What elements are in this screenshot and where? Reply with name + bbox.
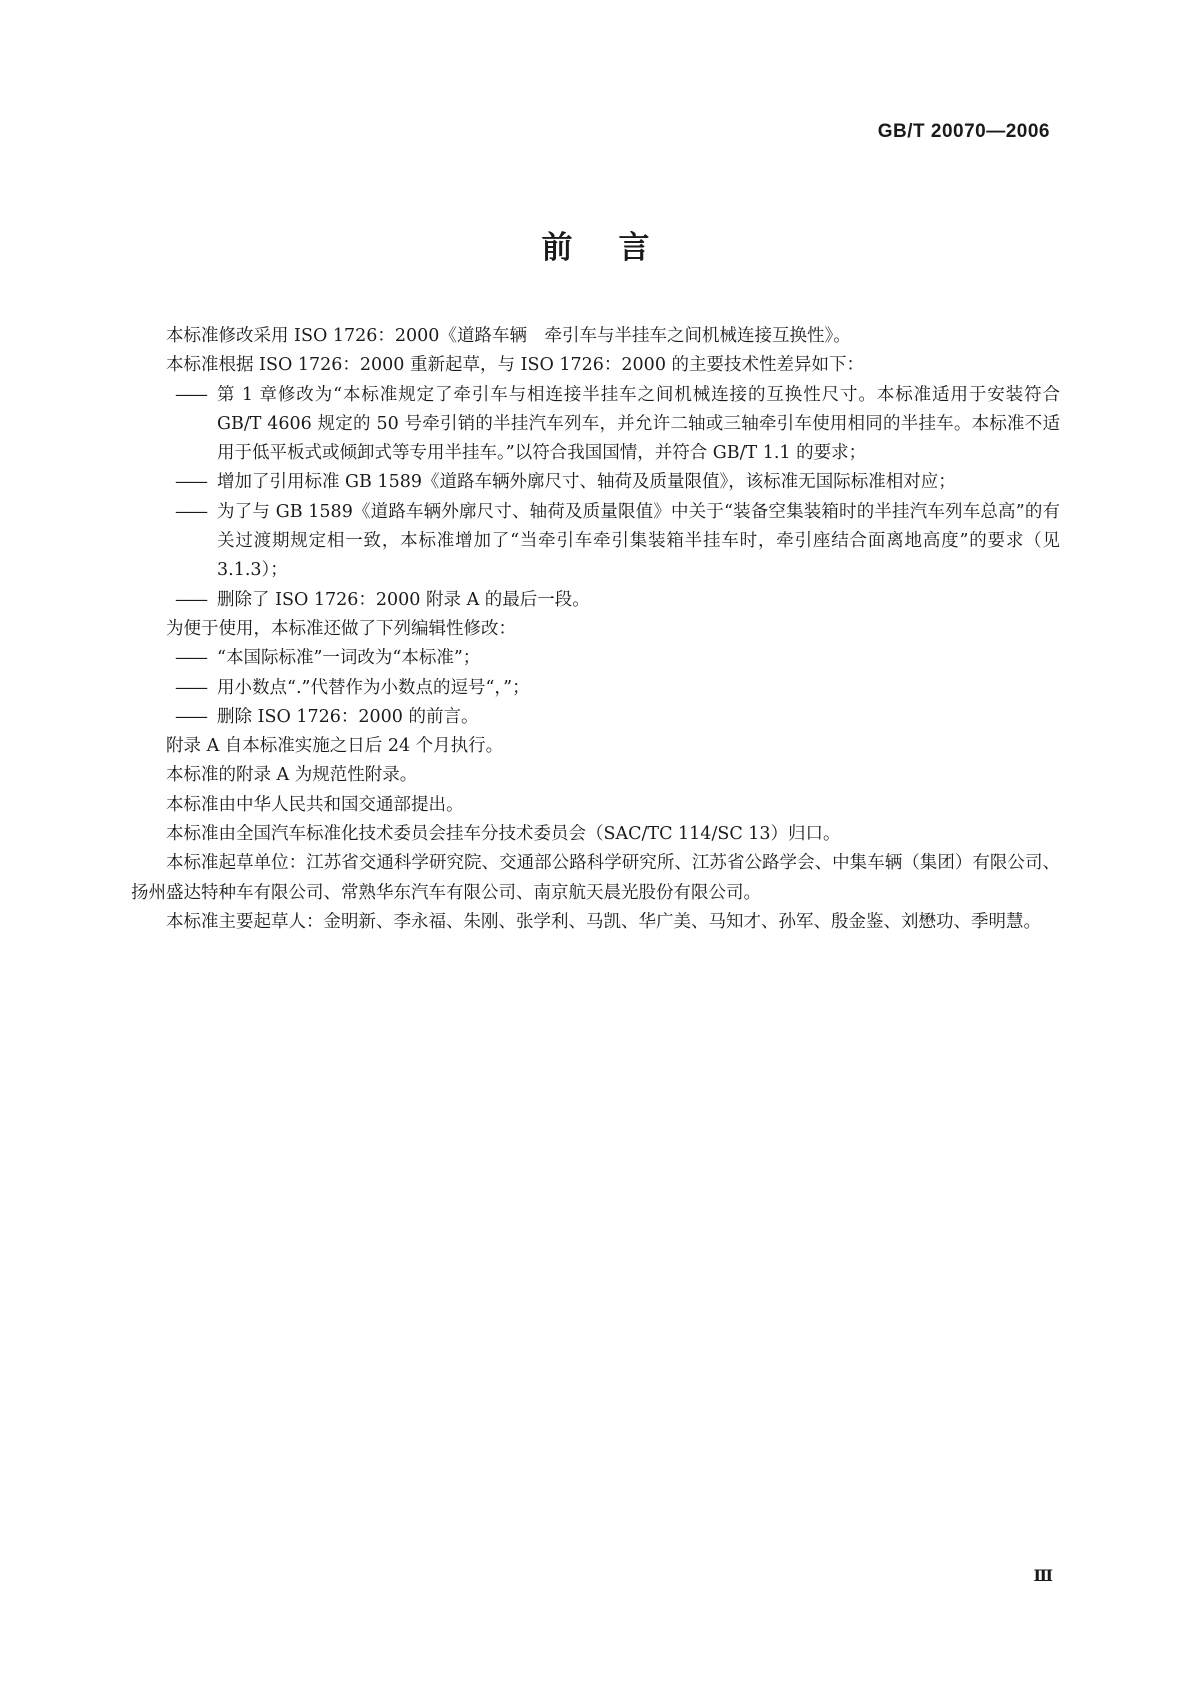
page-title: 前言 (541, 230, 696, 266)
list-item-difference-3 (131, 498, 1060, 586)
list-item-difference-1 (131, 381, 1060, 469)
dash-mark: —— (175, 648, 206, 669)
list-item-difference-4 (131, 586, 1060, 615)
paragraph-adoption: 本标准修改采用 ISO 1726：2000《道路车辆 牵引车与半挂车之间机械连接互换性》。 (166, 326, 851, 346)
list-item-edit-1 (131, 644, 1060, 673)
foreword-body (131, 322, 1060, 937)
dash-mark: —— (175, 677, 206, 698)
paragraph-annex-effective: 附录 A 自本标准实施之日后 24 个月执行。 (166, 736, 504, 757)
paragraph-proposer: 本标准由中华人民共和国交通部提出。 (166, 794, 464, 815)
page-number: Ⅲ (1033, 1566, 1053, 1585)
dash-mark: —— (175, 384, 206, 405)
paragraph-drafting-units: 本标准起草单位：江苏省交通科学研究院、交通部公路科学研究所、江苏省公路学会、中集车辆（集团）有限公司、扬州盛达特种车有限公司、常熟华东汽车有限公司、南京航天晨光股份有限公司。 (131, 853, 1060, 903)
paragraph-committee: 本标准由全国汽车标准化技术委员会挂车分技术委员会（SAC/TC 114/SC 13）归口。 (166, 824, 841, 845)
dash-mark: —— (175, 501, 206, 522)
paragraph-differences-intro: 本标准根据 ISO 1726：2000 重新起草，与 ISO 1726：2000 的主要技术性差异如下： (166, 355, 865, 376)
dash-mark: —— (175, 589, 206, 610)
standard-code: GB/T 20070—2006 (877, 121, 1050, 142)
list-item-edit-2 (131, 674, 1060, 703)
list-item-text: 为了与 GB 1589《道路车辆外廓尺寸、轴荷及质量限值》中关于“装备空集装箱时的半挂汽车列车总高”的有关过渡期规定相一致，本标准增加了“当牵引车牵引集装箱半挂车时，牵引座结合面离地高度”的要求（见 3.1.3）； (217, 501, 1060, 581)
dash-mark: —— (175, 706, 206, 727)
list-item-edit-3 (131, 703, 1060, 732)
list-item-text: 增加了引用标准 GB 1589《道路车辆外廓尺寸、轴荷及质量限值》，该标准无国际标准相对应； (217, 472, 956, 493)
list-item-text: 第 1 章修改为“本标准规定了牵引车与相连接半挂车之间机械连接的互换性尺寸。本标准适用于安装符合 GB/T 4606 规定的 50 号牵引销的半挂汽车列车，并允许二轴或三轴牵引车使用相同的半挂车。本标准不适用于低平板式或倾卸式等专用半挂车。”以符合我国国情，并符合 GB/T 1.1 的要求； (217, 384, 1060, 464)
paragraph-annex-normative: 本标准的附录 A 为规范性附录。 (166, 765, 418, 786)
paragraph-editorial-intro: 为便于使用，本标准还做了下列编辑性修改： (166, 618, 516, 639)
list-item-text: 删除了 ISO 1726：2000 附录 A 的最后一段。 (217, 589, 590, 610)
list-item-text: 用小数点“.”代替作为小数点的逗号“，”； (217, 677, 530, 698)
list-item-text: 删除 ISO 1726：2000 的前言。 (217, 706, 479, 727)
list-item-text: “本国际标准”一词改为“本标准”； (217, 648, 481, 669)
paragraph-drafters: 本标准主要起草人：金明新、李永福、朱刚、张学利、马凯、华广美、马知才、孙军、殷金鉴、刘懋功、季明慧。 (166, 911, 1041, 932)
list-item-difference-2 (131, 468, 1060, 497)
dash-mark: —— (175, 472, 206, 493)
